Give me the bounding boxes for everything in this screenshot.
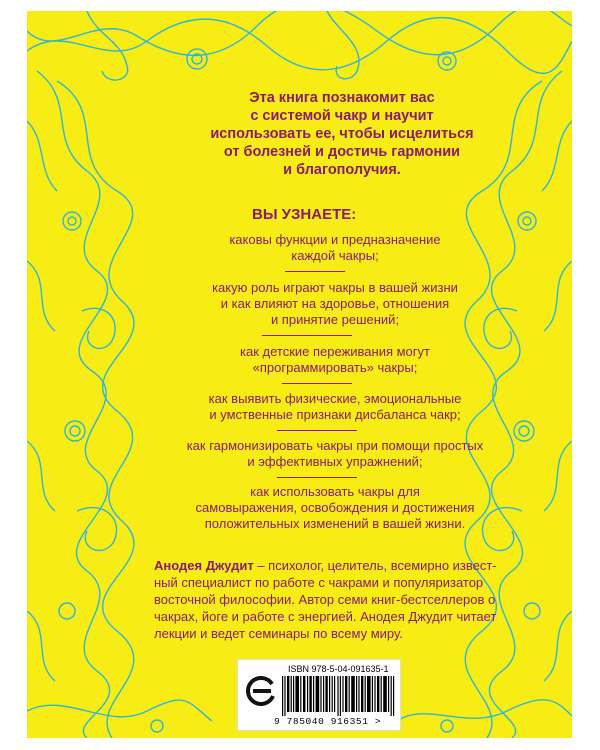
list-item-line: каковы функции и предназначение [229,232,441,247]
barcode-digits: 9 785040 916351 > [274,716,382,727]
divider [277,477,357,478]
list-item-line: и эффективных упражнений; [247,454,423,469]
eksmo-e-logo-icon [244,674,278,708]
list-item-line: положительных изменений в вашей жизни. [204,516,466,531]
divider [262,335,352,336]
list-item [145,484,525,532]
intro-line: от болезней и достичь гармонии [223,144,461,160]
list-item-line: каждой чакры; [291,248,379,263]
list-item-line: и как влияют на здоровье, отношения [220,296,450,311]
intro-line: и благополучия. [283,162,401,178]
author-bio-line: восточной философии. Автор семи книг-бестселлеров о [154,592,496,607]
list-item [145,391,525,423]
list-item-line: как выявить физические, эмоциональные [208,391,462,406]
divider [277,430,357,431]
author-bio-line: ный специалист по работе с чакрами и популяризатор [154,575,484,590]
list-item-line: и умственные признаки дисбаланса чакр; [209,407,461,422]
list-item-line: как детские переживания могут [240,344,430,359]
author-bio-line: – психолог, целитель, всемирно извест- [257,558,497,573]
author-bio [154,557,526,642]
divider [282,383,352,384]
author-name: Анодея Джудит [154,558,254,573]
list-item-line: самовыражения, освобождения и достижения [195,500,475,515]
divider [285,271,345,272]
list-item-line: как гармонизировать чакры при помощи простых [186,438,484,453]
list-item-line: и принятие решений; [270,312,400,327]
intro-line: использовать ее, чтобы исцелиться [210,126,474,142]
back-cover [27,11,572,738]
author-bio-line: чакрах, йоге и работе с энергией. Анодея Джудит читает [154,609,497,624]
list-item-line: как использовать чакры для [250,484,420,499]
list-item [145,232,525,264]
barcode-box [237,659,401,731]
isbn-text: ISBN 978-5-04-091635-1 [288,664,389,674]
list-item-line: «программировать» чакры; [252,360,418,375]
list-item [145,344,525,376]
list-item-line: какую роль играют чакры в вашей жизни [212,280,458,295]
list-item [145,438,525,470]
intro-text [162,89,522,179]
intro-line: Эта книга познакомит вас [249,90,435,106]
author-bio-line: лекции и ведет семинары по всему миру. [154,626,403,641]
list-item [145,280,525,328]
section-heading: ВЫ УЗНАЕТЕ: [252,206,357,223]
barcode [282,676,396,716]
intro-line: с системой чакр и научит [250,108,434,124]
